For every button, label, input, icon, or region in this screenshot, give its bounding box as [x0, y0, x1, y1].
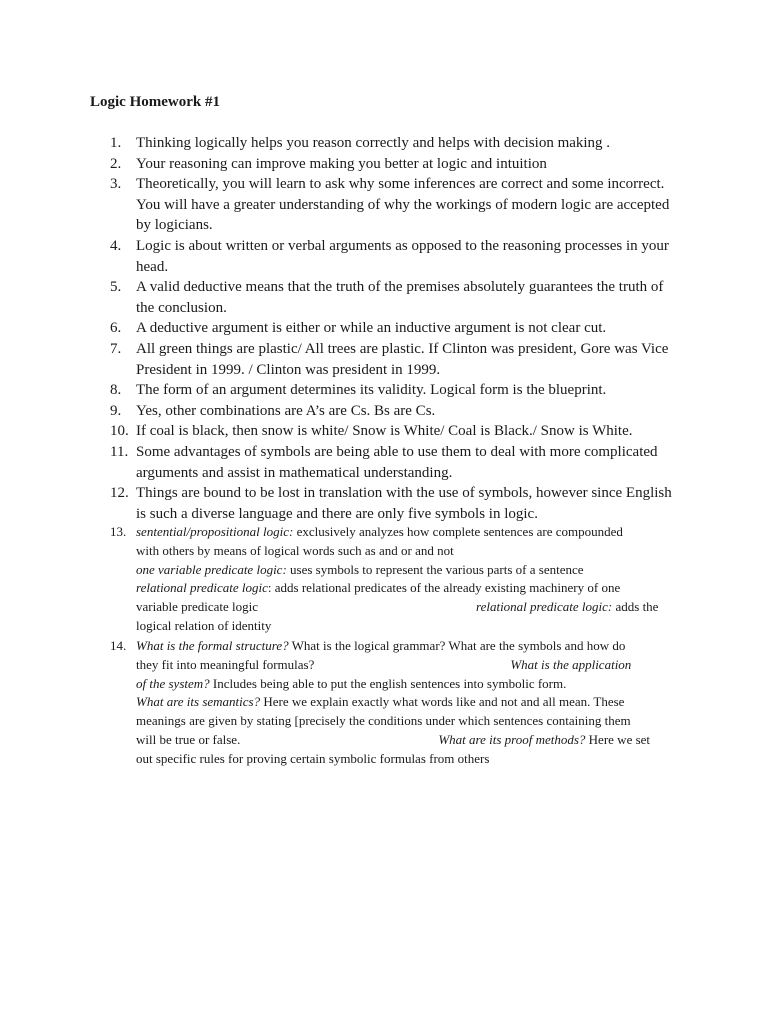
list-item-line: Logic is about written or verbal arguments as opposed to the reasoning processes in your: [136, 238, 669, 254]
term-one-variable-logic: one variable predicate logic:: [136, 561, 287, 577]
list-item-body: [136, 421, 681, 442]
list-item-line: arguments and assist in mathematical understanding.: [136, 464, 453, 481]
term-semantics: What are its semantics?: [136, 694, 261, 710]
list-item-body: [136, 236, 681, 277]
list-item-line: head.: [136, 258, 169, 275]
item14-line-3: of the system? Includes being able to put the english sentences into symbolic form.: [136, 675, 567, 691]
item13-line-6: logical relation of identity: [136, 617, 272, 633]
list-item-body: [136, 318, 681, 339]
list-item-body: [136, 133, 681, 154]
list-item-body: [136, 442, 681, 483]
item14-line-6: will be true or false. What are its proof methods? Here we set: [136, 731, 651, 747]
item13-line-4: relational predicate logic: adds relational predicates of the already existing machinery of one: [136, 580, 621, 596]
document-title: Logic Homework #1: [90, 94, 220, 110]
list-item-line: President in 1999. / Clinton was president in 1999.: [136, 361, 441, 378]
item14-line-7: out specific rules for proving certain symbolic formulas from others: [136, 750, 490, 766]
list-item-line: the conclusion.: [136, 299, 227, 316]
item14-line-2: they fit into meaningful formulas? What is the application: [136, 656, 632, 672]
list-item-body: [136, 339, 681, 380]
list-item-body: [136, 523, 681, 636]
list-item-line: A deductive argument is either or while an inductive argument is not clear cut.: [136, 320, 607, 337]
list-item-line: If coal is black, then snow is white/ Snow is White/ Coal is Black./ Snow is White.: [136, 423, 633, 440]
item13-line-2: with others by means of logical words such as and or and not: [136, 542, 454, 558]
term-relational-logic-2: relational predicate logic:: [476, 599, 613, 615]
list-item-body: [136, 483, 681, 524]
list-item-body: [136, 401, 681, 422]
list-item-line: Theoretically, you will learn to ask why some inferences are correct and some incorrect.: [136, 176, 665, 193]
item14-line-1: What is the formal structure? What is the logical grammar? What are the symbols and how do: [136, 638, 626, 653]
item13-line-1: sentential/propositional logic: exclusively analyzes how complete sentences are compounded: [136, 524, 623, 539]
list-item-body: [136, 174, 681, 236]
list-item-line: is such a diverse language and there are only five symbols in logic.: [136, 505, 538, 522]
list-number: 1.: [110, 135, 122, 151]
list-number: 11.: [110, 444, 129, 460]
item14-line-4: What are its semantics? Here we explain exactly what words like and not and all mean. These: [136, 694, 625, 710]
list-item-body: [136, 154, 681, 175]
list-item-line: Yes, other combinations are A’s are Cs. Bs are Cs.: [136, 402, 436, 419]
list-number: 9.: [110, 402, 122, 419]
list-number: 14.: [110, 638, 127, 653]
item13-line-3: one variable predicate logic: uses symbols to represent the various parts of a sentence: [136, 561, 584, 577]
list-item-body: [136, 380, 681, 401]
list-number: 7.: [110, 341, 122, 357]
list-number: 8.: [110, 382, 122, 399]
list-item-line: by logicians.: [136, 217, 213, 234]
list-number: 2.: [110, 155, 122, 172]
list-number: 10.: [110, 423, 129, 440]
list-item-line: All green things are plastic/ All trees are plastic. If Clinton was president, Gore was Vice: [136, 341, 669, 357]
list-item-body: [136, 637, 681, 769]
list-item-line: A valid deductive means that the truth of the premises absolutely guarantees the truth of: [136, 279, 664, 296]
list-item-line: Things are bound to be lost in translation with the use of symbols, however since English: [136, 485, 672, 502]
term-sentential-logic: sentential/propositional logic:: [136, 524, 294, 539]
list-number: 6.: [110, 320, 122, 337]
list-item-line: You will have a greater understanding of why the workings of modern logic are accepted: [136, 196, 670, 213]
list-item-body: [136, 277, 681, 318]
list-number: 12.: [110, 485, 129, 502]
list-number: 5.: [110, 279, 122, 296]
list-number: 3.: [110, 176, 122, 193]
term-formal-structure: What is the formal structure?: [136, 638, 289, 653]
list-number: 4.: [110, 238, 122, 254]
list-item-line: Some advantages of symbols are being able to use them to deal with more complicated: [136, 444, 658, 460]
list-item-line: The form of an argument determines its validity. Logical form is the blueprint.: [136, 382, 607, 399]
list-number: 13.: [110, 524, 127, 539]
item14-line-5: meanings are given by stating [precisely the conditions under which sentences containing them: [136, 713, 631, 729]
term-relational-logic: relational predicate logic: [136, 580, 268, 596]
term-proof-methods: What are its proof methods?: [438, 731, 586, 747]
list-item-line: Your reasoning can improve making you better at logic and intuition: [136, 155, 547, 172]
term-application: What is the application: [510, 656, 632, 672]
list-item-line: Thinking logically helps you reason correctly and helps with decision making .: [136, 135, 611, 151]
term-of-the-system: of the system?: [136, 675, 210, 691]
item13-line-5: variable predicate logic relational predicate logic: adds the: [136, 599, 659, 615]
